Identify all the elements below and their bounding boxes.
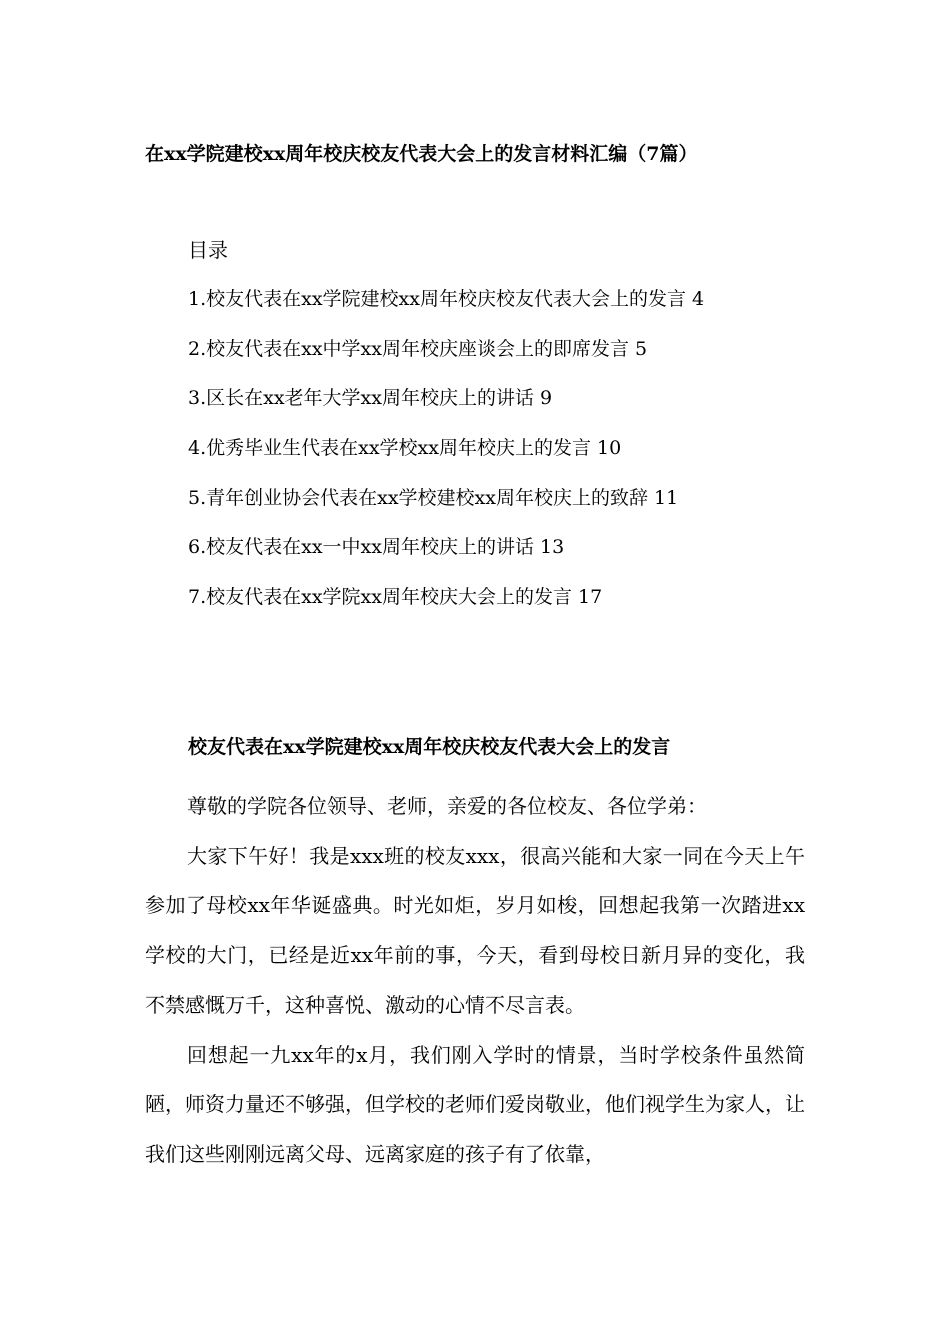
toc-item-7[interactable]: 7.校友代表在xx学院xx周年校庆大会上的发言 17 [188, 586, 603, 609]
toc-item-5[interactable]: 5.青年创业协会代表在xx学校建校xx周年校庆上的致辞 11 [188, 486, 679, 509]
body-paragraph-2: 回想起一九xx年的x月，我们刚入学时的情景，当时学校条件虽然简陋，师资力量还不够强，但学校的老师们爱岗敬业，他们视学生为家人，让我们这些刚刚远离父母、远离家庭的孩子有了依靠， [145, 1042, 805, 1166]
toc-item-3[interactable]: 3.区长在xx老年大学xx周年校庆上的讲话 9 [188, 387, 553, 410]
section-body [145, 782, 805, 1180]
toc-item-1[interactable]: 1.校友代表在xx学院建校xx周年校庆校友代表大会上的发言 4 [188, 288, 705, 310]
document-title: 在xx学院建校xx周年校庆校友代表大会上的发言材料汇编（7篇） [145, 143, 698, 165]
table-of-contents [188, 284, 828, 632]
body-paragraph-1: 大家下午好！我是xxx班的校友xxx，很高兴能和大家一同在今天上午参加了母校xx年华诞盛典。时光如炬，岁月如梭，回想起我第一次踏进xx学校的大门，已经是近xx年前的事，今天，看到母校日新月异的变化，我不禁感慨万千，这种喜悦、激动的心情不尽言表。 [145, 843, 805, 1017]
toc-item-4[interactable]: 4.优秀毕业生代表在xx学校xx周年校庆上的发言 10 [188, 437, 622, 460]
toc-item-2[interactable]: 2.校友代表在xx中学xx周年校庆座谈会上的即席发言 5 [188, 337, 648, 360]
section-title: 校友代表在xx学院建校xx周年校庆校友代表大会上的发言 [188, 736, 671, 758]
salutation-paragraph: 尊敬的学院各位领导、老师，亲爱的各位校友、各位学弟： [187, 794, 707, 818]
toc-item-6[interactable]: 6.校友代表在xx一中xx周年校庆上的讲话 13 [188, 536, 565, 559]
toc-heading: 目录 [188, 238, 228, 262]
